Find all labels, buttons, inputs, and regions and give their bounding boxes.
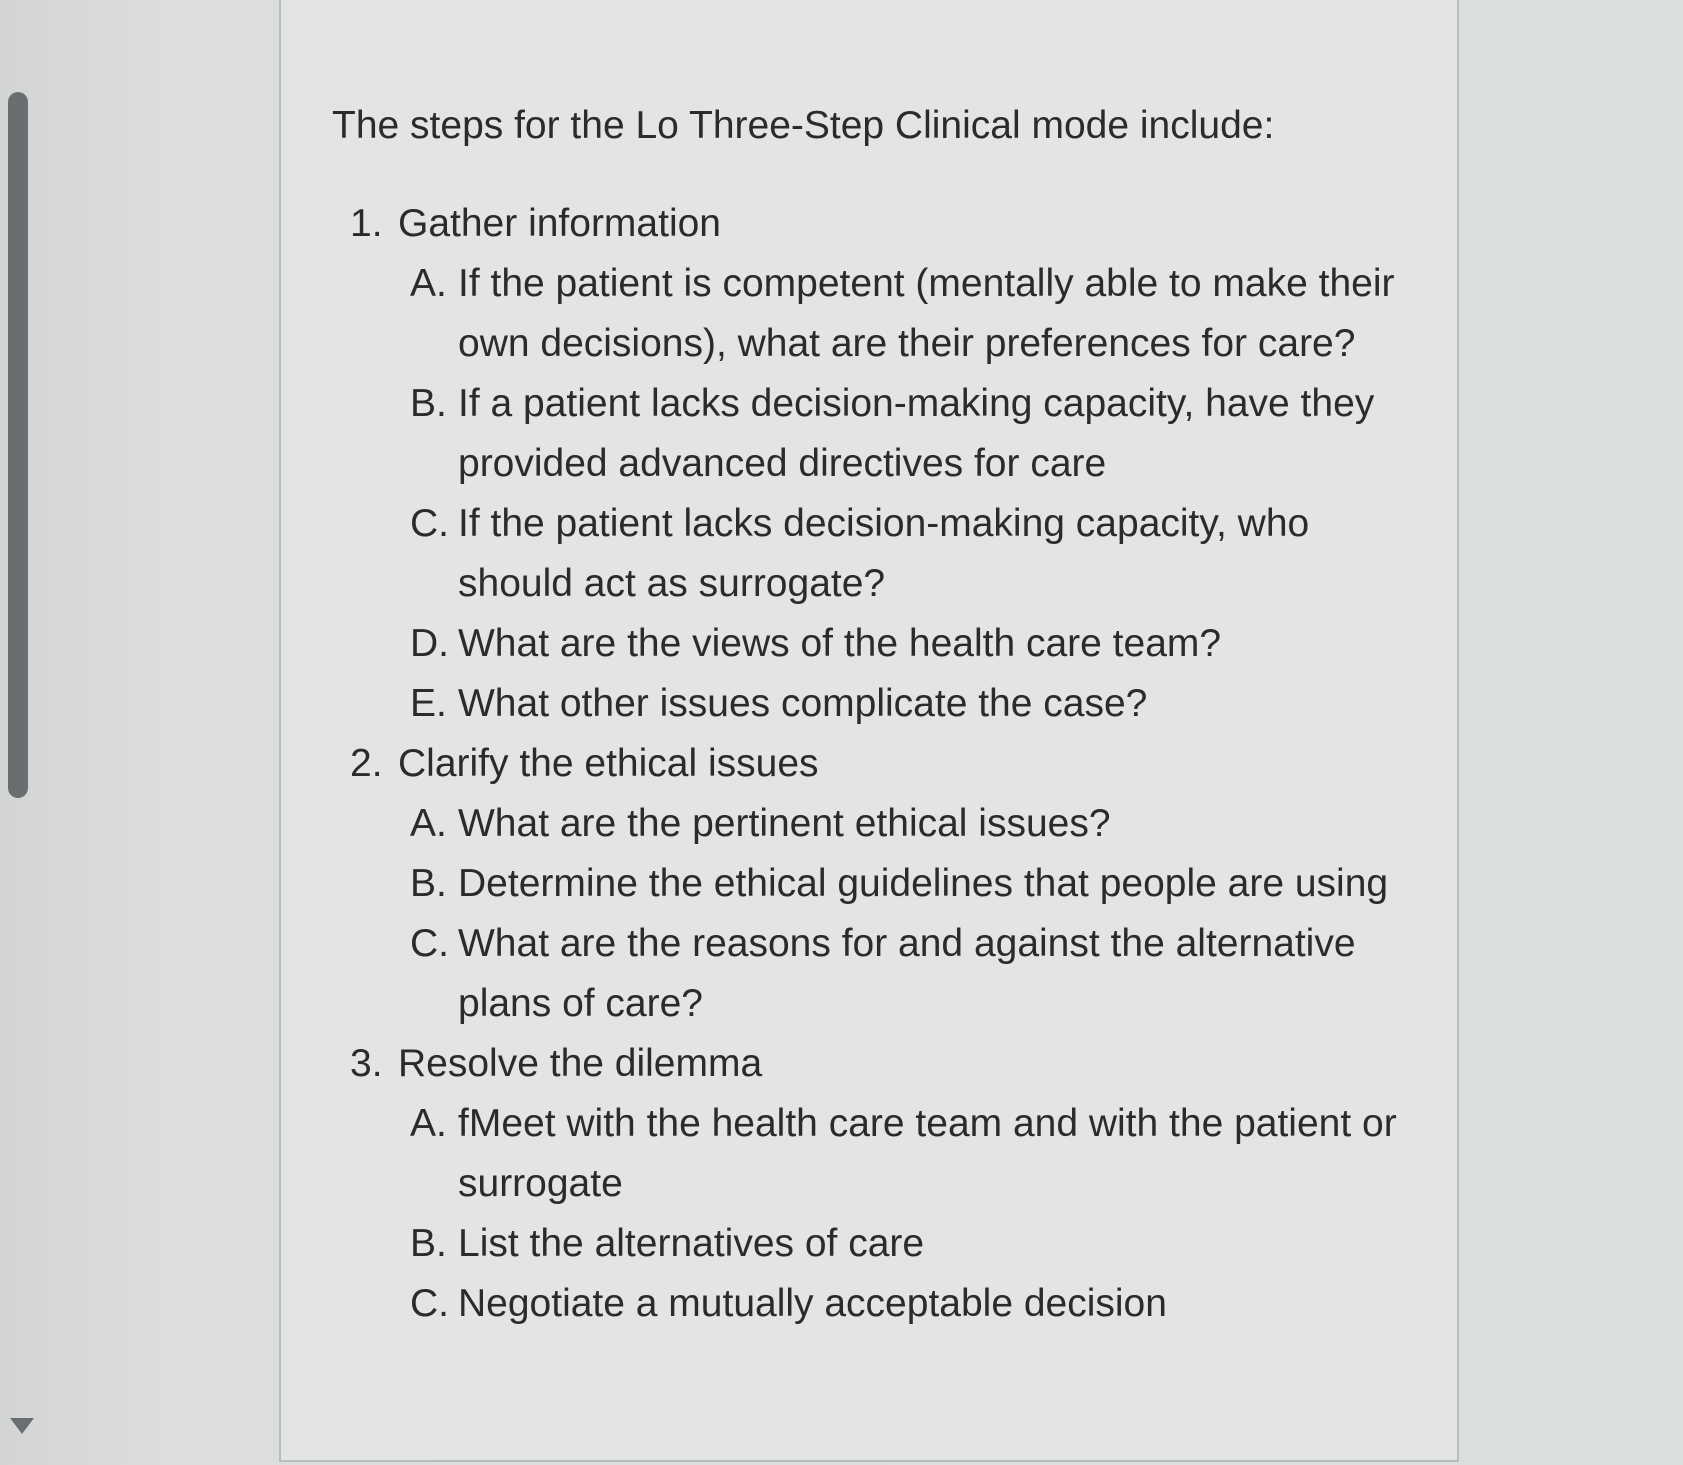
substep-text: What are the reasons for and against the alternative plans of care? [458, 922, 1356, 1025]
step-label: Clarify the ethical issues [398, 742, 819, 785]
substep-text: If the patient lacks decision-making capacity, who should act as surrogate? [458, 502, 1310, 605]
substep [350, 614, 1420, 674]
step-heading [350, 194, 1420, 254]
substep-letter: B. [410, 382, 447, 425]
substep-letter: A. [410, 1102, 447, 1145]
step-1 [350, 194, 1420, 734]
step-label: Gather information [398, 202, 721, 245]
substep [350, 1094, 1420, 1214]
step-heading [350, 734, 1420, 794]
substep-letter: C. [410, 502, 449, 545]
substep-letter: A. [410, 802, 447, 845]
substep-text: What are the views of the health care team? [458, 622, 1222, 665]
substep [350, 254, 1420, 374]
substep [350, 854, 1420, 914]
scroll-down-arrow-icon[interactable] [10, 1418, 34, 1434]
substep-text: Negotiate a mutually acceptable decision [458, 1282, 1167, 1325]
right-gutter [1459, 0, 1683, 1465]
substep-letter: E. [410, 682, 447, 725]
step-number: 1. [350, 202, 383, 245]
substep-letter: A. [410, 262, 447, 305]
substep-text: fMeet with the health care team and with the patient or surrogate [458, 1102, 1397, 1205]
question-title: The steps for the Lo Three-Step Clinical mode include: [332, 104, 1275, 147]
substep [350, 674, 1420, 734]
step-heading [350, 1034, 1420, 1094]
substep [350, 914, 1420, 1034]
substep [350, 794, 1420, 854]
step-2 [350, 734, 1420, 1034]
substep-text: What are the pertinent ethical issues? [458, 802, 1111, 845]
substep-text: If the patient is competent (mentally able to make their own decisions), what are their preferences for care? [458, 262, 1395, 365]
step-label: Resolve the dilemma [398, 1042, 763, 1085]
substep [350, 374, 1420, 494]
step-3 [350, 1034, 1420, 1334]
substep-letter: C. [410, 922, 449, 965]
substep [350, 1214, 1420, 1274]
substep-text: List the alternatives of care [458, 1222, 925, 1265]
scrollbar-thumb[interactable] [8, 92, 28, 798]
substep-text: Determine the ethical guidelines that people are using [458, 862, 1389, 905]
step-number: 2. [350, 742, 383, 785]
step-number: 3. [350, 1042, 383, 1085]
substep-letter: B. [410, 1222, 447, 1265]
steps-list [350, 194, 1420, 1334]
substep-text: What other issues complicate the case? [458, 682, 1148, 725]
substep [350, 494, 1420, 614]
substep-letter: D. [410, 622, 449, 665]
substep [350, 1274, 1420, 1334]
substep-letter: C. [410, 1282, 449, 1325]
substep-text: If a patient lacks decision-making capacity, have they provided advanced directives for care [458, 382, 1375, 485]
substep-letter: B. [410, 862, 447, 905]
